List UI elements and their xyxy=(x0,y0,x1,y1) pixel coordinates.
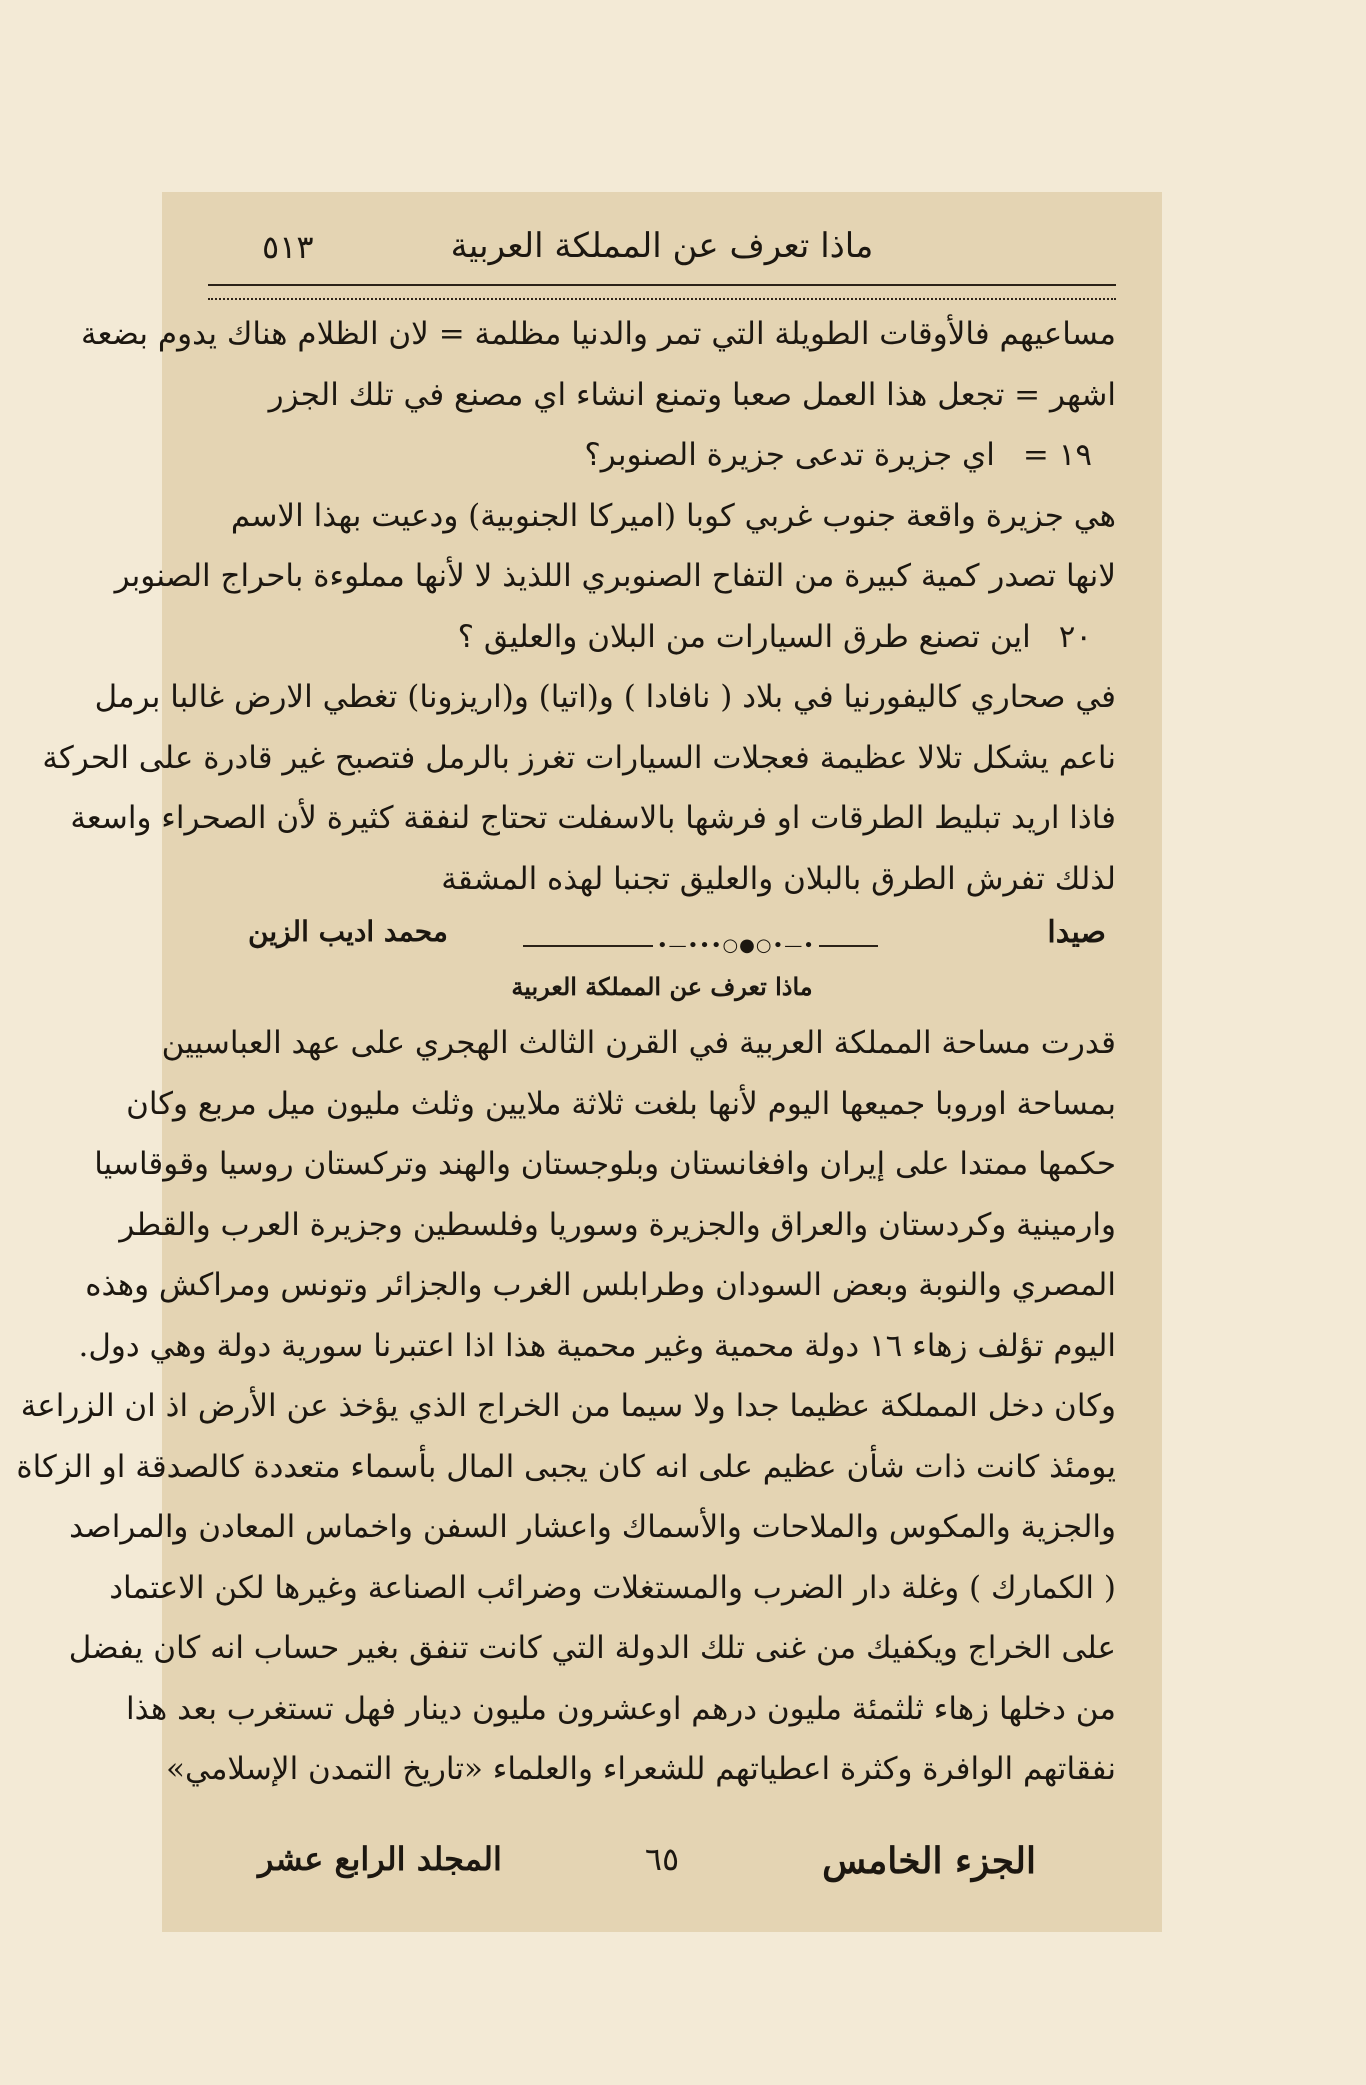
page-body xyxy=(42,304,1116,909)
signature-row xyxy=(208,909,1116,965)
text-line: ناعم يشكل تلالا عظيمة فعجلات السيارات تغرز بالرمل فتصبح غير قادرة على الحركة xyxy=(42,739,1116,776)
text-line: قدرت مساحة المملكة العربية في القرن الثالث الهجري على عهد العباسيين xyxy=(161,1025,1116,1061)
text-line: نفقاتهم الوافرة وكثرة اعطياتهم للشعراء والعلماء «تاريخ التمدن الإسلامي» xyxy=(166,1751,1116,1787)
text-line: حكمها ممتدا على إيران وافغانستان وبلوجستان والهند وتركستان روسيا وقوقاسيا xyxy=(94,1146,1116,1182)
text-line: لانها تصدر كمية كبيرة من التفاح الصنوبري اللذيذ لا لأنها مملوءة باحراج الصنوبر xyxy=(114,558,1116,594)
text-line: مساعيهم فالأوقات الطويلة التي تمر والدنيا مظلمة = لان الظلام هناك يدوم بضعة xyxy=(80,316,1116,352)
text-line: اشهر = تجعل هذا العمل صعبا وتمنع انشاء اي مصنع في تلك الجزر xyxy=(268,376,1116,413)
text-line: والجزية والمكوس والملاحات والأسماك واعشار السفن واخماس المعادن والمراصد xyxy=(69,1509,1116,1545)
text-line: المصري والنوبة وبعض السودان وطرابلس الغرب والجزائر وتونس ومراكش وهذه xyxy=(85,1267,1116,1303)
signature-place: صيدا xyxy=(1047,915,1106,950)
question-number: ١٩ = xyxy=(1022,437,1092,473)
running-title: ماذا تعرف عن المملكة العربية xyxy=(450,226,874,266)
header-rule xyxy=(208,284,1116,300)
text-line: اليوم تؤلف زهاء ١٦ دولة محمية وغير محمية هذا اذا اعتبرنا سورية دولة وهي دول. xyxy=(78,1327,1116,1364)
book-page xyxy=(16,192,1162,1932)
question-19 xyxy=(208,425,1116,486)
signature-author: محمد اديب الزين xyxy=(248,915,448,948)
text-line: فاذا اريد تبليط الطرقات او فرشها بالاسفلت تحتاج لنفقة كثيرة لأن الصحراء واسعة xyxy=(70,800,1116,836)
section-divider xyxy=(523,935,878,956)
footer-volume: المجلد الرابع عشر xyxy=(258,1840,502,1878)
page-number: ٥١٣ xyxy=(262,228,314,266)
text-line: في صحاري كاليفورنيا في بلاد ( نافادا ) و(اتيا) و(اريزونا) تغطي الارض غالبا برمل xyxy=(94,679,1116,715)
question-number: ٢٠ xyxy=(1058,618,1092,655)
text-line: هي جزيرة واقعة جنوب غربي كوبا (اميركا الجنوبية) ودعيت بهذا الاسم xyxy=(230,497,1116,534)
question-text: اين تصنع طرق السيارات من البلان والعليق ؟ xyxy=(457,618,1031,655)
footer-part: الجزء الخامس xyxy=(822,1840,1036,1882)
ornament-glyphs: •—•••○●○•—• xyxy=(653,935,819,956)
page-footer xyxy=(208,1830,1116,1890)
question-text: اي جزيرة تدعى جزيرة الصنوبر؟ xyxy=(584,437,995,473)
footer-number: ٦٥ xyxy=(644,1840,680,1878)
text-line: وكان دخل المملكة عظيما جدا ولا سيما من الخراج الذي يؤخذ عن الأرض اذ ان الزراعة xyxy=(20,1388,1116,1424)
article-body xyxy=(16,1013,1116,1800)
text-line: من دخلها زهاء ثلثمئة مليون درهم اوعشرون مليون دينار فهل تستغرب بعد هذا xyxy=(126,1690,1116,1727)
text-line: وارمينية وكردستان والعراق والجزيرة وسوريا وفلسطين وجزيرة العرب والقطر xyxy=(119,1206,1116,1243)
section-heading: ماذا تعرف عن المملكة العربية xyxy=(511,972,813,1001)
page-header xyxy=(208,216,1116,280)
text-line: لذلك تفرش الطرق بالبلان والعليق تجنبا لهذه المشقة xyxy=(441,860,1116,897)
text-line: يومئذ كانت ذات شأن عظيم على انه كان يجبى المال بأسماء متعددة كالصدقة او الزكاة xyxy=(16,1448,1116,1485)
text-line: بمساحة اوروبا جميعها اليوم لأنها بلغت ثلاثة ملايين وثلث مليون ميل مربع وكان xyxy=(126,1085,1116,1122)
question-20 xyxy=(208,607,1116,668)
text-line: على الخراج ويكفيك من غنى تلك الدولة التي كانت تنفق بغير حساب انه كان يفضل xyxy=(68,1630,1116,1666)
text-line: ( الكمارك ) وغلة دار الضرب والمستغلات وضرائب الصناعة وغيرها لكن الاعتماد xyxy=(109,1569,1116,1606)
